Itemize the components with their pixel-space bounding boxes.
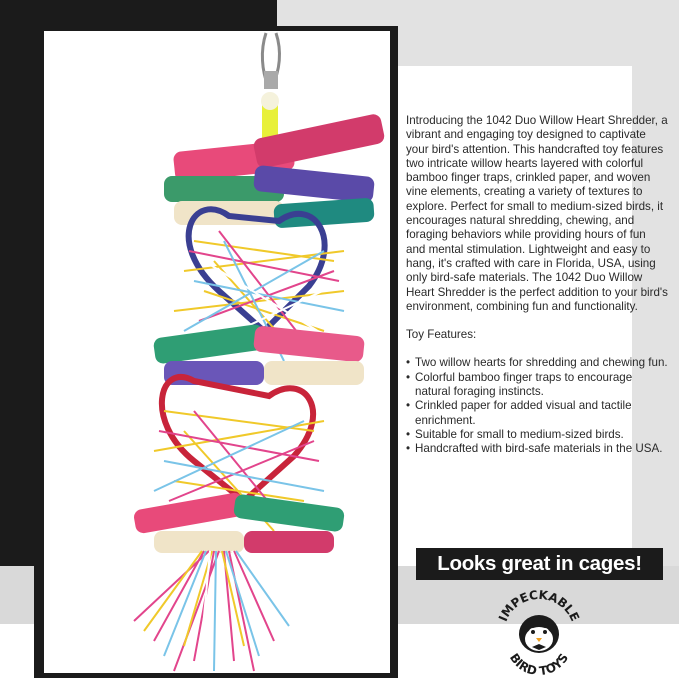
feature-item: • Crinkled paper for added visual and tactile enrichment.: [406, 399, 668, 428]
promo-banner: Looks great in cages!: [416, 548, 663, 580]
bird-toy-illustration: [44, 31, 390, 673]
logo-bottom-text: BIRD TOYS: [506, 650, 572, 678]
product-photo: [44, 31, 390, 673]
finger-traps-bottom: [133, 492, 345, 553]
paper-tassel: [134, 551, 289, 671]
feature-item: • Handcrafted with bird-safe materials in the USA.: [406, 442, 668, 456]
description-paragraph: Introducing the 1042 Duo Willow Heart Shredder, a vibrant and engaging toy designed to captivate your bird's attention. This handcrafted toy features two intricate willow hearts layered with colorful bamboo finger traps, crinkled paper, and woven vine elements, creating a variety of textures to explore. Perfect for small to medium-sized birds, it encourages natural shredding, chewing, and foraging behaviors while providing hours of fun and mental stimulation. Lightweight and easy to hang, it's crafted with care in Florida, USA, using only bird-safe materials. The 1042 Duo Willow Heart Shredder is the perfect addition to your bird's environment, combining fun and functionality.: [406, 114, 668, 313]
hanging-hook: [262, 33, 279, 89]
background-gray-panel: [277, 0, 679, 26]
feature-item: • Suitable for small to medium-sized birds.: [406, 428, 668, 442]
logo-top-text: IMPECKABLE: [495, 587, 583, 624]
features-list: [406, 356, 668, 456]
willow-heart-top: [189, 209, 325, 331]
wooden-bead: [261, 92, 279, 110]
product-description: [406, 114, 668, 457]
brand-logo: [492, 584, 586, 678]
features-title: Toy Features:: [406, 328, 477, 342]
feature-item: • Colorful bamboo finger traps to encourage natural foraging instincts.: [406, 371, 668, 400]
feature-item: • Two willow hearts for shredding and chewing fun.: [406, 356, 668, 370]
penguin-logo-icon: [492, 584, 586, 678]
